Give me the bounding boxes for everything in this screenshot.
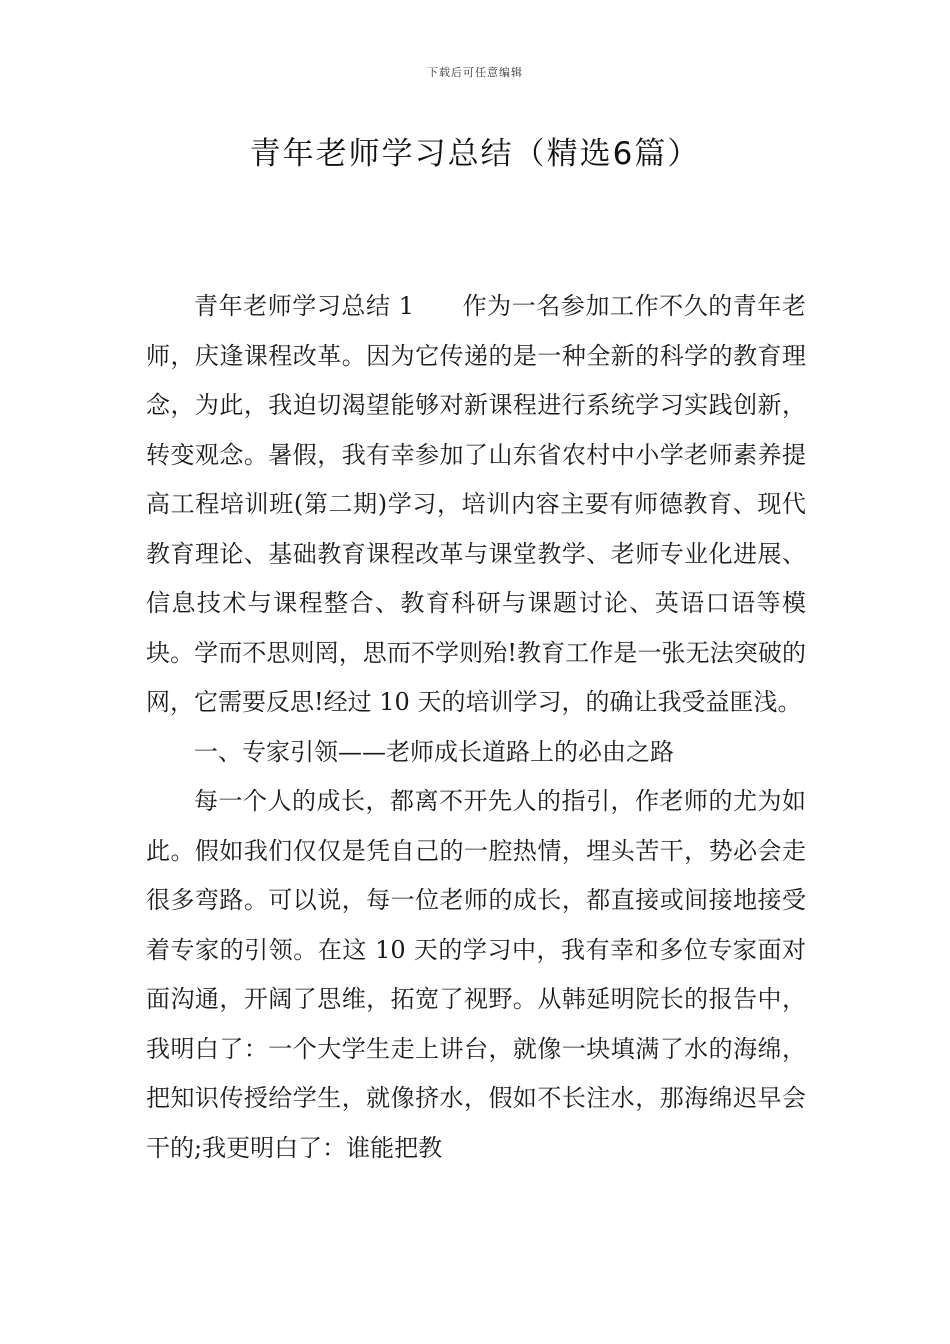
paragraph-intro-text: 作为一名参加工作不久的青年老师，庆逢课程改革。因为它传递的是一种全新的科学的教育理念，为此，我迫切渴望能够对新课程进行系统学习实践创新，转变观念。暑假，我有幸参加了山东省农村中小学老师素养提高工程培训班(第二期)学习，培训内容主要有师德教育、现代教育理论、基础教育课程改革与课堂教学、老师专业化进展、信息技术与课程整合、教育科研与课题讨论、英语口语等模块。学而不思则罔，思而不学则殆!教育工作是一张无法突破的网，它需要反思!经过 10 天的培训学习，的确让我受益匪浅。 <box>146 292 807 716</box>
page-title: 青年老师学习总结（精选6篇） <box>249 136 701 172</box>
section-heading: 青年老师学习总结 1 <box>194 292 415 320</box>
paragraph-intro <box>146 282 806 728</box>
document-body <box>146 282 806 1173</box>
subheading-expert-guidance: 一、专家引领——老师成长道路上的必由之路 <box>194 737 674 766</box>
header-note: 下载后可任意编辑 <box>427 66 523 79</box>
paragraph-growth: 每一个人的成长，都离不开先人的指引，作老师的尤为如此。假如我们仅仅是凭自己的一腔热情，埋头苦干，势必会走很多弯路。可以说，每一位老师的成长，都直接或间接地接受着专家的引领。在这 10 天的学习中，我有幸和多位专家面对面沟通，开阔了思维，拓宽了视野。从韩延明院长的报告中，我明白了：一个大学生走上讲台，就像一块填满了水的海绵，把知识传授给学生，就像挤水，假如不长注水，那海绵迟早会干的;我更明白了：谁能把教 <box>146 787 806 1162</box>
